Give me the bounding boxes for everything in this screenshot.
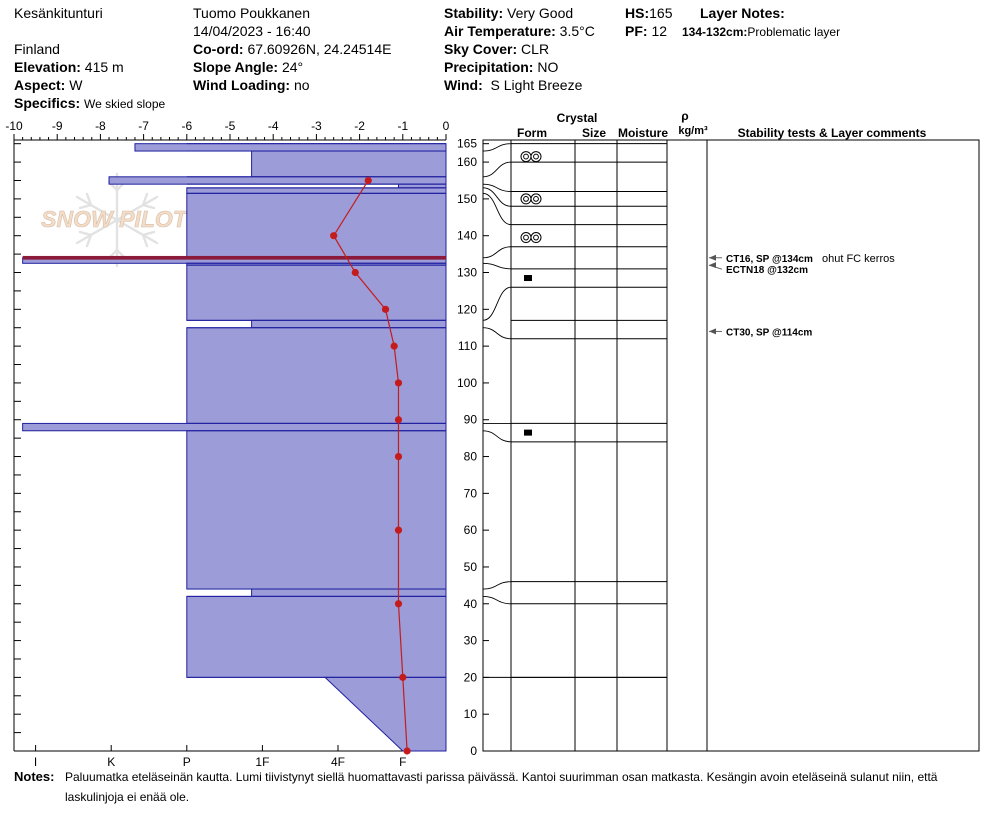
stability-test-label: ECTN18 @132cm (726, 265, 809, 277)
specifics-value: We skied slope (84, 97, 166, 111)
hardness-layer (187, 328, 446, 424)
observer-name: Tuomo Poukkanen (193, 5, 310, 21)
layer-connector (483, 247, 511, 258)
temp-point (395, 600, 402, 607)
stability-test-label: CT16, SP @134cm (726, 253, 813, 265)
temp-point (404, 747, 411, 754)
col-moisture: Moisture (617, 126, 669, 140)
layer-connector (483, 162, 511, 177)
layer-connectors (483, 144, 511, 604)
problematic-layer-band (23, 256, 446, 260)
rounds-grain-icon (531, 152, 541, 162)
layer-connector (483, 596, 511, 603)
height-tick-label: 140 (456, 228, 477, 243)
layer-description-panel (483, 140, 979, 751)
layer-connector (483, 287, 511, 320)
hardness-layer (252, 320, 446, 327)
hardness-layer (23, 423, 446, 430)
grain-symbols (521, 152, 541, 436)
hardness-tick-label: 4F (330, 755, 346, 769)
layer-connector (483, 184, 511, 191)
wind-value: S Light Breeze (490, 77, 583, 93)
height-tick-label: 30 (463, 633, 477, 648)
wind-label: Wind: (444, 77, 483, 93)
layer-connector (483, 188, 511, 206)
hs-label: HS: (625, 5, 650, 21)
height-tick-label: 165 (456, 136, 477, 151)
rounds-grain-icon (521, 233, 531, 243)
height-tick-label: 130 (456, 265, 477, 280)
layer-connector (483, 582, 511, 589)
stability-tests (709, 253, 895, 339)
layer-note-text: Problematic layer (747, 25, 841, 39)
wind-loading-label: Wind Loading: (193, 77, 291, 93)
height-tick-label: 50 (463, 559, 477, 574)
coord-label: Co-ord: (193, 41, 244, 57)
height-tick-label: 120 (456, 302, 477, 317)
hardness-layer (187, 193, 446, 257)
stability-test-label: CT30, SP @114cm (726, 327, 813, 339)
temp-point (395, 416, 402, 423)
temp-tick-label: -5 (224, 119, 236, 133)
stability-test-comment: ohut FC kerros (822, 252, 895, 265)
layer-notes-label: Layer Notes: (700, 5, 785, 21)
temp-point (395, 453, 402, 460)
slope-label: Slope Angle: (193, 59, 279, 75)
height-tick-label: 20 (463, 670, 477, 685)
hardness-layer (109, 177, 446, 184)
datetime: 14/04/2023 - 16:40 (193, 23, 311, 39)
wind-loading-value: no (293, 77, 310, 93)
hardness-layer (187, 431, 446, 589)
hardness-layer (187, 265, 446, 320)
notes (14, 767, 974, 804)
temp-tick-label: -8 (95, 119, 106, 133)
temp-tick-label: -3 (311, 119, 322, 133)
temp-point (391, 343, 398, 350)
hardness-tick-label: I (33, 755, 38, 769)
temp-tick-label: -10 (5, 119, 23, 133)
hardness-layer (398, 184, 446, 188)
air-temp-value: 3.5°C (559, 23, 595, 39)
stability-label: Stability: (444, 5, 504, 21)
rounds-grain-icon-inner (524, 196, 529, 201)
layer-connector (483, 144, 511, 151)
faceted-grain-icon (524, 275, 532, 281)
temp-tick-label: 0 (442, 119, 450, 133)
layer-connector (483, 431, 511, 442)
col-stability: Stability tests & Layer comments (737, 126, 927, 140)
hardness-axis (14, 745, 446, 769)
rounds-grain-icon-inner (534, 235, 539, 240)
height-tick-label: 60 (463, 523, 477, 538)
temp-tick-label: -6 (181, 119, 193, 133)
right-panel-box (483, 140, 979, 751)
faceted-grain-icon (524, 430, 532, 436)
hardness-layer (187, 188, 446, 194)
aspect-value: W (69, 77, 83, 93)
col-crystal: Crystal (556, 111, 598, 125)
temp-point (395, 379, 402, 386)
height-tick-label: 80 (463, 449, 477, 464)
col-density-unit: kg/m³ (678, 125, 708, 137)
location-name: Kesänkitunturi (14, 5, 103, 21)
test-arrowhead (709, 262, 716, 268)
pf-value: 12 (651, 23, 668, 39)
hardness-layer (252, 589, 446, 596)
height-tick-label: 40 (463, 596, 477, 611)
temp-point (395, 527, 402, 534)
temp-tick-label: -1 (397, 119, 409, 133)
slope-value: 24° (281, 59, 304, 75)
temp-tick-label: -7 (138, 119, 149, 133)
temp-tick-label: -2 (354, 119, 365, 133)
rounds-grain-icon (531, 233, 541, 243)
height-tick-label: 160 (456, 155, 477, 170)
hardness-base-wedge (325, 677, 446, 751)
rounds-grain-icon (521, 194, 531, 204)
rounds-grain-icon-inner (534, 154, 539, 159)
height-tick-label: 110 (457, 339, 477, 354)
temp-point (382, 306, 389, 313)
height-tick-label: 70 (463, 486, 477, 501)
hardness-layer (187, 596, 446, 677)
height-tick-label: 90 (463, 412, 477, 427)
test-arrowhead (709, 255, 716, 261)
country: Finland (14, 41, 60, 57)
test-arrowhead (709, 328, 716, 334)
col-size: Size (581, 126, 607, 140)
pf-label: PF: (625, 23, 648, 39)
rounds-grain-icon-inner (524, 235, 529, 240)
col-form: Form (517, 126, 547, 140)
hardness-tick-label: 1F (255, 755, 270, 769)
coord-value: 67.60926N, 24.24514E (247, 41, 392, 57)
rounds-grain-icon-inner (534, 196, 539, 201)
hardness-tick-label: F (399, 755, 407, 769)
temp-tick-label: -4 (267, 119, 279, 133)
precip-value: NO (537, 59, 559, 75)
air-temp-label: Air Temperature: (444, 23, 556, 39)
watermark-text: SNOW PILOT (41, 206, 187, 232)
temp-point (330, 232, 337, 239)
rounds-grain-icon (531, 194, 541, 204)
elevation-value: 415 m (84, 59, 124, 75)
col-rho: ρ (681, 109, 689, 123)
hs-value: 165 (649, 5, 673, 21)
hardness-tick-label: P (182, 755, 191, 769)
layer-connector (483, 263, 511, 269)
temperature-axis (5, 119, 449, 140)
notes-label: Notes: (14, 769, 55, 784)
height-tick-label: 0 (470, 744, 477, 758)
specifics-label: Specifics: (14, 95, 81, 111)
temp-point (352, 269, 359, 276)
elevation-label: Elevation: (14, 59, 81, 75)
rounds-grain-icon (521, 152, 531, 162)
layer-note-range: 134-132cm: (682, 25, 748, 39)
rounds-grain-icon-inner (524, 154, 529, 159)
snowpilot-watermark (41, 174, 189, 266)
notes-text: Paluumatka eteläseinän kautta. Lumi tiivistynyt siellä huomattavasti parissa päivässä. Kantoi suurimman osan matkasta. Kesängin avoin eteläseinä sulanut niin, että laskulinjoja ei enää ole. (65, 770, 938, 804)
precip-label: Precipitation: (444, 59, 534, 75)
height-tick-label: 150 (456, 191, 477, 206)
height-tick-label: 100 (456, 375, 477, 390)
hardness-layer (252, 151, 446, 177)
layer-connector (483, 193, 511, 224)
temp-point (365, 177, 372, 184)
stability-value: Very Good (507, 5, 574, 21)
sky-value: CLR (521, 41, 550, 57)
sky-label: Sky Cover: (444, 41, 518, 57)
temp-point (399, 674, 406, 681)
layer-connector (483, 328, 511, 339)
height-tick-label: 10 (463, 707, 477, 722)
temp-tick-label: -9 (51, 119, 63, 133)
hardness-tick-label: K (107, 755, 116, 769)
aspect-label: Aspect: (14, 77, 66, 93)
hardness-layer (135, 144, 446, 151)
